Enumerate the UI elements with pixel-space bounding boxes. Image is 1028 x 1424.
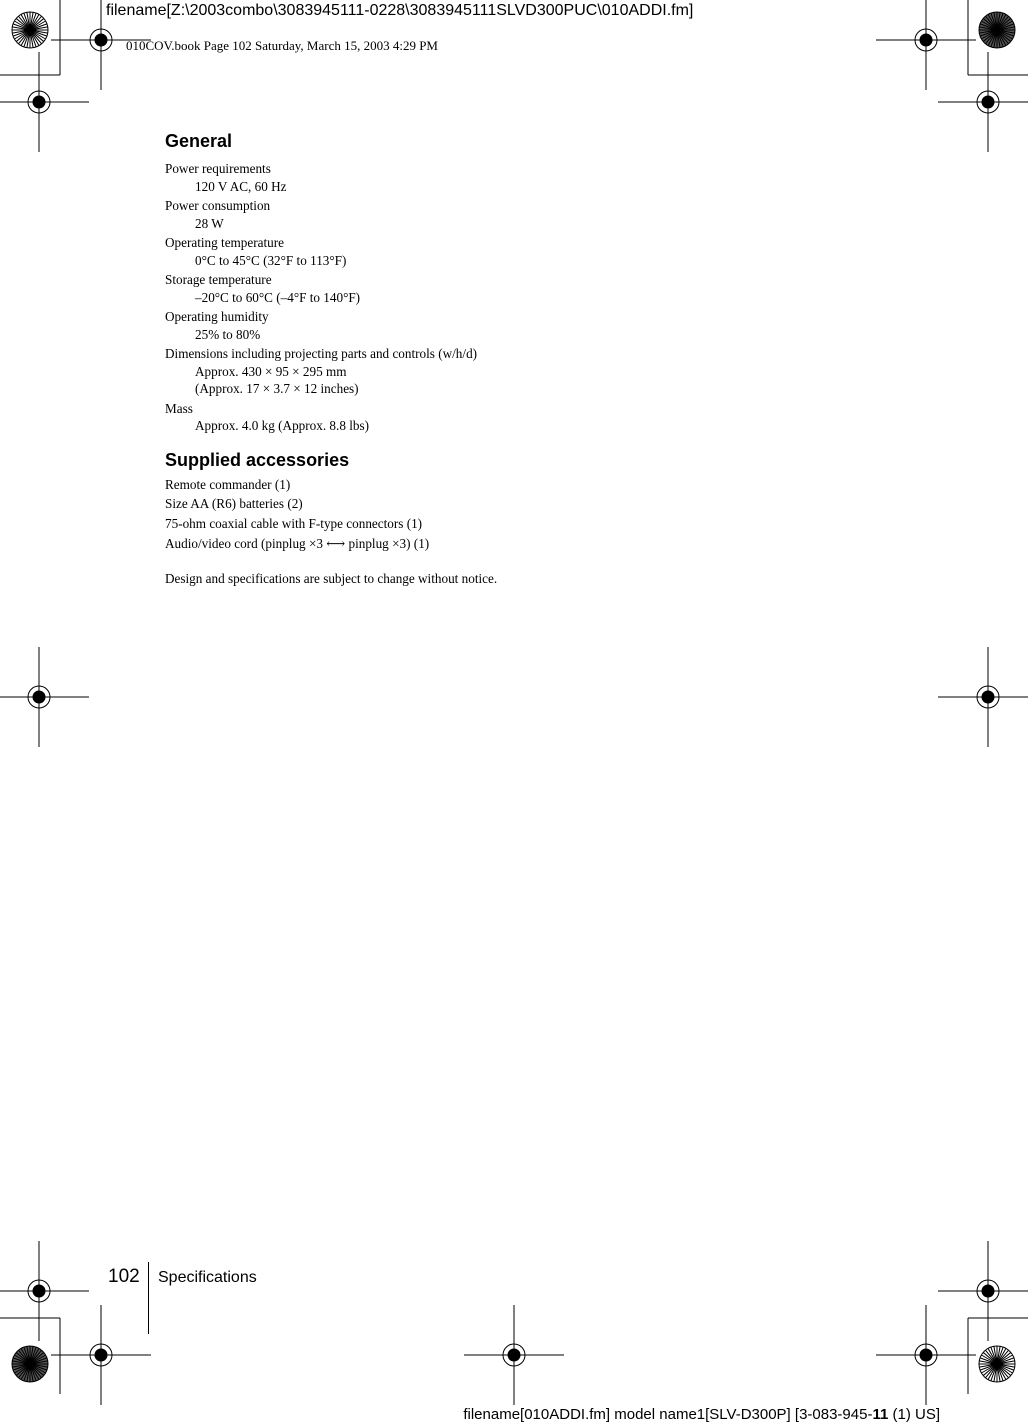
spec-value: 0°C to 45°C (32°F to 113°F) bbox=[195, 252, 347, 268]
footer-divider bbox=[148, 1262, 149, 1334]
spec-value: 25% to 80% bbox=[195, 326, 261, 342]
spec-label: Power requirements bbox=[165, 161, 271, 176]
spec-list bbox=[165, 160, 500, 435]
spec-value: 120 V AC, 60 Hz bbox=[195, 178, 287, 194]
spec-label: Operating temperature bbox=[165, 235, 284, 250]
spec-value: –20°C to 60°C (–4°F to 140°F) bbox=[195, 289, 361, 305]
av-cord-text: Audio/video cord (pinplug ×3 bbox=[165, 535, 327, 551]
spec-item bbox=[165, 160, 500, 195]
book-info: 010COV.book Page 102 Saturday, March 15, 2003 4:29 PM bbox=[126, 38, 438, 53]
spec-item bbox=[165, 271, 500, 306]
spec-label: Operating humidity bbox=[165, 309, 269, 324]
filename-footer bbox=[463, 1406, 940, 1423]
spec-value: Approx. 4.0 kg (Approx. 8.8 lbs) bbox=[195, 418, 369, 433]
spec-label: Dimensions including projecting parts and controls (w/h/d) bbox=[165, 346, 478, 361]
accessories-list bbox=[165, 476, 500, 533]
spec-value: 28 W bbox=[195, 215, 224, 231]
general-heading: General bbox=[165, 131, 233, 151]
spec-item bbox=[165, 234, 500, 269]
accessories-heading: Supplied accessories bbox=[165, 449, 350, 470]
spec-item bbox=[165, 308, 500, 343]
spec-label: Power consumption bbox=[165, 198, 271, 213]
spec-item bbox=[165, 345, 500, 398]
design-note: Design and specifications are subject to change without notice. bbox=[165, 571, 498, 587]
filename-header: filename[Z:\2003combo\3083945111-0228\3083945111SLVD300PUC\010ADDI.fm] bbox=[106, 2, 694, 19]
section-name: Specifications bbox=[158, 1269, 257, 1286]
specifications-content bbox=[165, 130, 500, 588]
page-number: 102 bbox=[108, 1266, 140, 1287]
double-arrow-icon: ⟷ bbox=[326, 535, 346, 551]
accessory-item: Remote commander (1) bbox=[165, 476, 291, 492]
spec-item bbox=[165, 197, 500, 232]
filename-footer-version: 11 bbox=[872, 1406, 889, 1423]
spec-label: Mass bbox=[165, 400, 193, 416]
filename-footer-prefix: filename[010ADDI.fm] model name1[SLV-D300P] [3-083-945- bbox=[463, 1406, 873, 1423]
accessory-item: Size AA (R6) batteries (2) bbox=[165, 496, 303, 512]
av-cord-item bbox=[165, 535, 500, 553]
accessory-item: 75-ohm coaxial cable with F-type connectors (1) bbox=[165, 516, 423, 532]
spec-label: Storage temperature bbox=[165, 272, 272, 287]
spec-value: (Approx. 17 × 3.7 × 12 inches) bbox=[195, 381, 359, 396]
filename-footer-suffix: (1) US] bbox=[888, 1406, 940, 1423]
spec-item bbox=[165, 400, 500, 435]
spec-value: Approx. 430 × 95 × 295 mm bbox=[195, 363, 347, 379]
av-cord-text-end: pinplug ×3) (1) bbox=[345, 535, 430, 551]
